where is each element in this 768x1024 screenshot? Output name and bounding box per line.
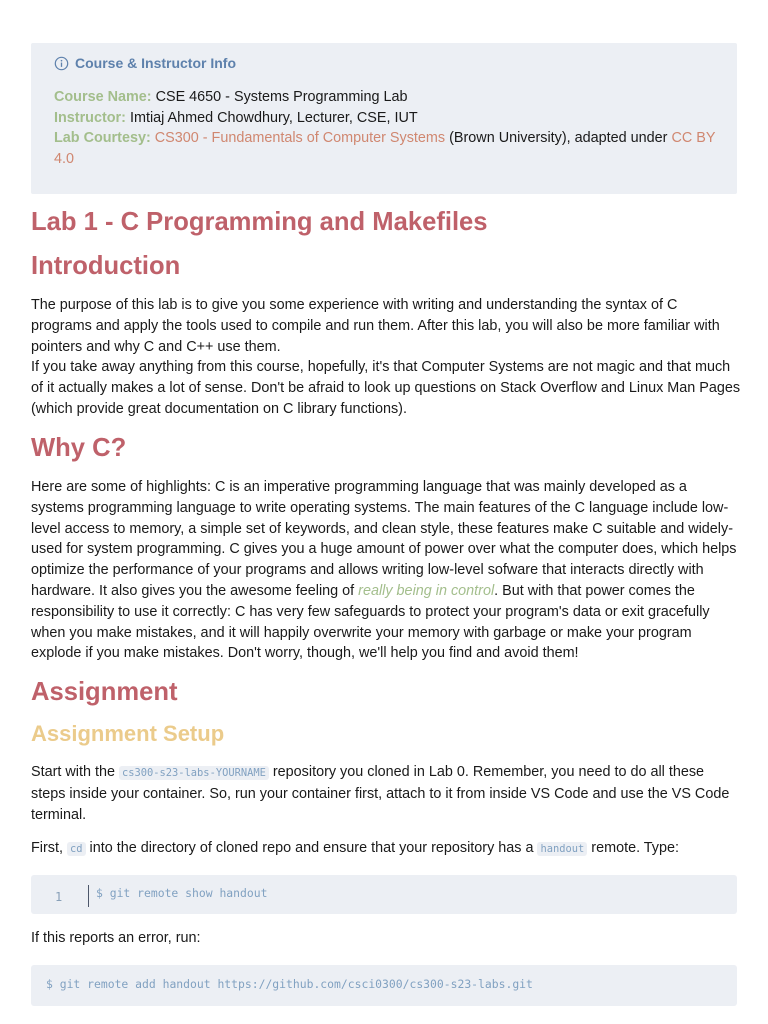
heading-assignment: Assignment [31, 678, 178, 706]
code-line-remote-show: $ git remote show handout [96, 886, 268, 900]
why-c-text-before: Here are some of highlights: C is an imperative programming language that was mainly developed as a systems programming language to write operating systems. The main features of the C language include low-level access to memory, a simple set of keywords, and clean style, these features make C suitable and widely-used for system programming. C gives you a huge amount of power over what the computer does, which helps optimize the performance of your programs and allows writing low-level sofware that interacts directly with hardware. It also gives you the awesome feeling of [31, 479, 737, 599]
setup-p2-after: remote. Type: [587, 840, 679, 856]
lab-title: Lab 1 - C Programming and Makefiles [31, 208, 488, 236]
why-c-emphasis: really being in control [358, 582, 495, 599]
setup-p2-before: First, [31, 840, 67, 856]
instructor-line [54, 108, 722, 129]
repo-name-code: cs300-s23-labs-YOURNAME [119, 766, 269, 780]
course-name-line [54, 87, 722, 108]
heading-why-c: Why C? [31, 434, 127, 462]
setup-p1-before: Start with the [31, 764, 119, 780]
why-c-paragraph [31, 477, 741, 664]
info-box-title [54, 53, 722, 73]
courtesy-mid-text: (Brown University), adapted under [449, 130, 668, 146]
license-link[interactable]: CC BY 4.0 [54, 130, 716, 167]
intro-paragraph-1: The purpose of this lab is to give you some experience with writing and understanding the syntax of C programs and apply the tools used to compile and run them. After this lab, you will also be more familiar with pointers and why C and C++ use them. [31, 297, 720, 355]
heading-introduction: Introduction [31, 252, 181, 280]
code-block-remote-show[interactable] [31, 875, 737, 914]
instructor-value: Imtiaj Ahmed Chowdhury, Lecturer, CSE, IUT [129, 109, 418, 126]
setup-p1-after: repository you cloned in Lab 0. Remember, you need to do all these steps inside your container. So, run your container first, attach to it from inside VS Code and use the VS Code terminal. [31, 764, 730, 823]
code-block-remote-add[interactable] [31, 965, 737, 1006]
info-lines [54, 87, 722, 169]
setup-paragraph-3: If this reports an error, run: [31, 930, 201, 946]
instructor-label: Instructor: [54, 109, 126, 126]
code-line-remote-add: $ git remote add handout https://github.com/csci0300/cs300-s23-labs.git [46, 977, 533, 991]
setup-paragraph-2 [31, 838, 741, 860]
info-title-text: Course & Instructor Info [75, 55, 237, 71]
intro-paragraph-2: If you take away anything from this course, hopefully, it's that Computer Systems are not magic and that much of it actually makes a lot of sense. Don't be afraid to look up questions on Stack Overflow and Linux Man Pages (which provide great documentation on C library functions). [31, 359, 741, 417]
handout-code: handout [537, 842, 587, 856]
courtesy-label: Lab Courtesy: [54, 130, 151, 146]
setup-paragraph-1 [31, 762, 741, 825]
setup-p2-mid: into the directory of cloned repo and ensure that your repository has a [85, 840, 538, 856]
line-number: 1 [55, 890, 63, 904]
info-icon [54, 56, 69, 71]
cd-code: cd [67, 842, 86, 856]
courtesy-line [54, 128, 722, 169]
why-c-text-after: . But with that power comes the responsibility to use it correctly: C has very few safeguards to protect your program's data or exit gracefully when you make mistakes, and it will happily overwrite your memory with garbage or make your program explode if you make mistakes. Don't worry, though, we'll help you find and avoid them! [31, 582, 710, 662]
line-number-divider [88, 885, 89, 907]
course-name-label: Course Name: [54, 89, 152, 105]
heading-assignment-setup: Assignment Setup [31, 721, 225, 746]
cs300-link[interactable]: CS300 - Fundamentals of Computer Systems [154, 130, 446, 146]
course-info-box [31, 43, 737, 194]
course-name-value: CSE 4650 - Systems Programming Lab [155, 89, 408, 105]
